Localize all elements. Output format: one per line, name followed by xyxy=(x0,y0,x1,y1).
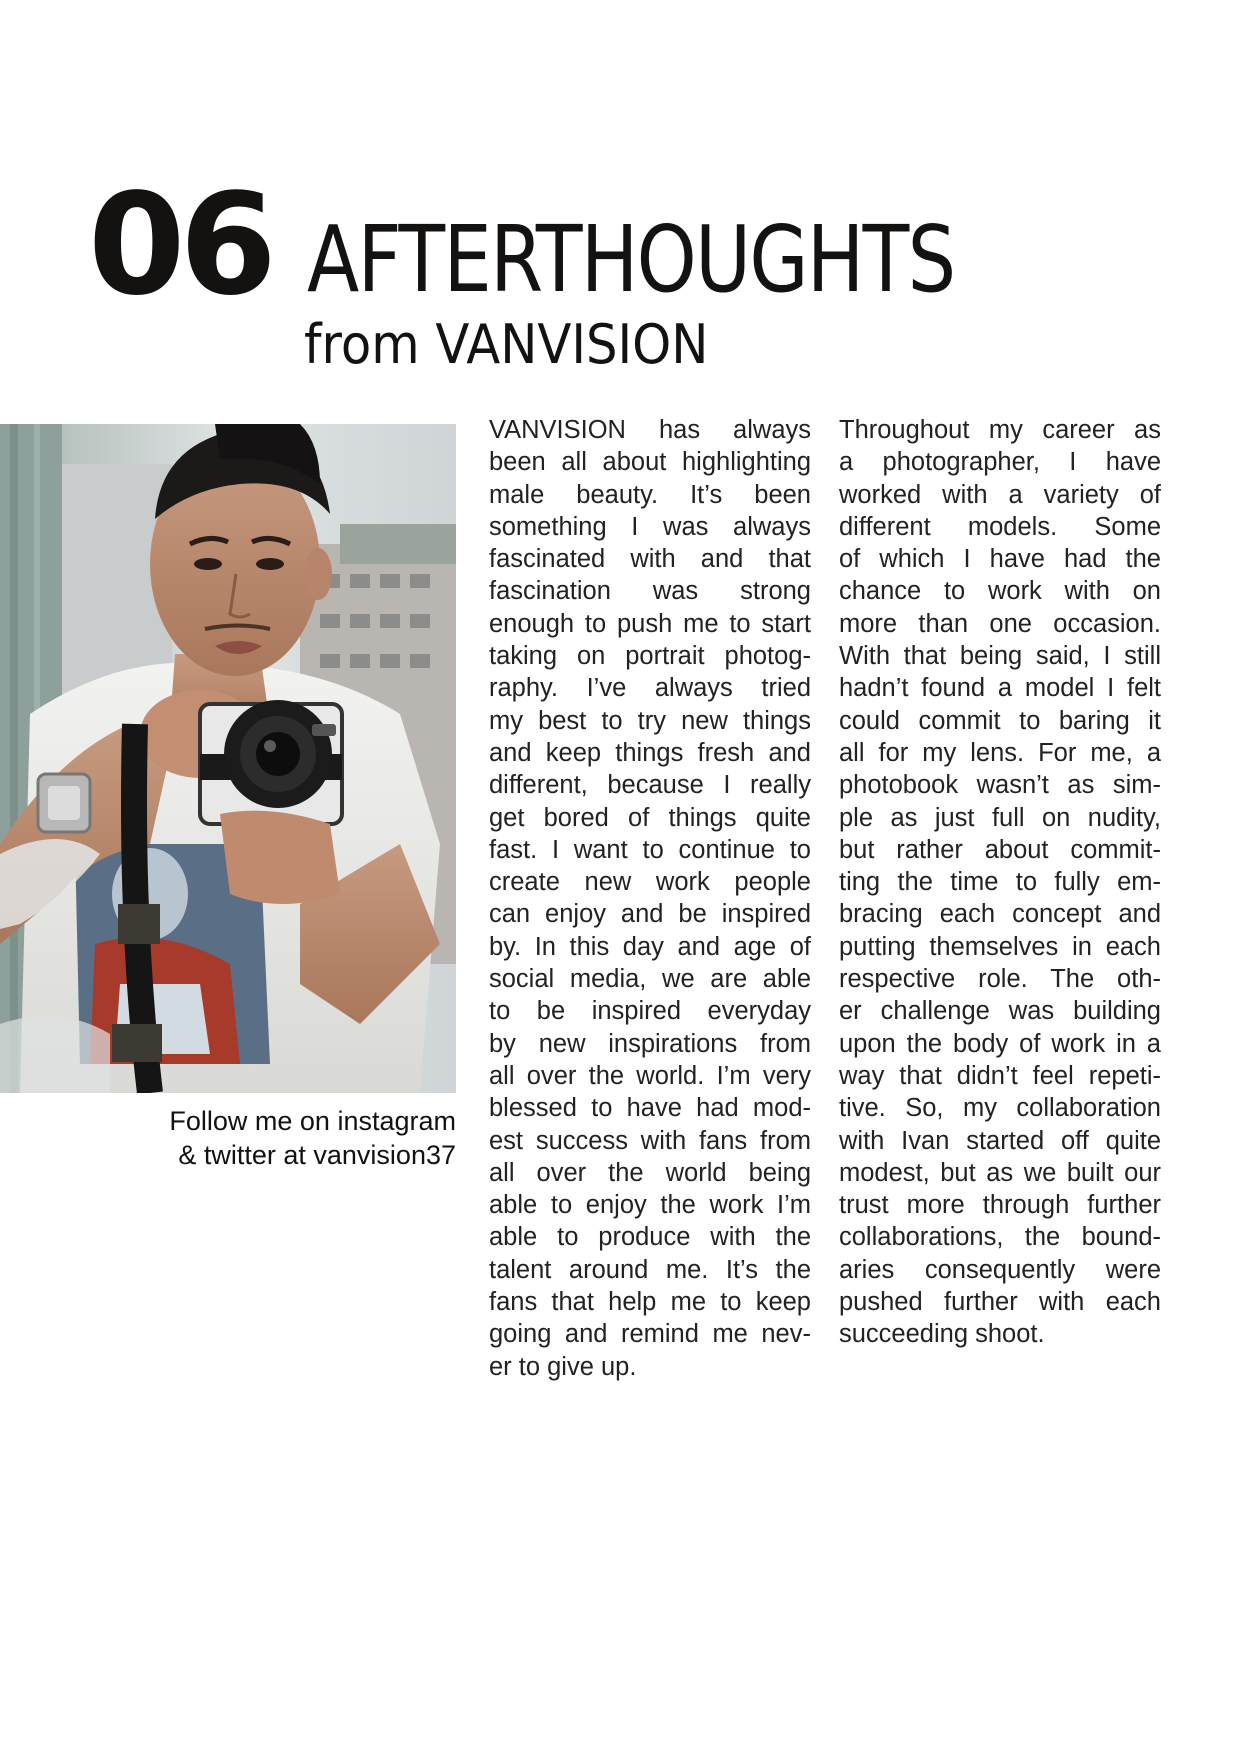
text-line: collaborations, the bound- xyxy=(839,1223,1161,1252)
text-line: social media, we are able xyxy=(489,965,811,994)
text-line: ting the time to fully em- xyxy=(839,868,1161,897)
social-caption xyxy=(120,1104,456,1172)
text-line: chance to work with on xyxy=(839,577,1161,606)
text-line: get bored of things quite xyxy=(489,803,811,832)
text-line: respective role. The oth- xyxy=(839,965,1161,994)
text-line: trust more through further xyxy=(839,1191,1161,1220)
chapter-subtitle: from VANVISION xyxy=(304,313,709,376)
caption-line-1: Follow me on instagram xyxy=(169,1106,456,1136)
text-line: modest, but as we built our xyxy=(839,1158,1161,1187)
chapter-number: 06 xyxy=(88,164,271,327)
text-line: photobook wasn’t as sim- xyxy=(839,771,1161,800)
text-line: of which I have had the xyxy=(839,545,1161,574)
text-column-left xyxy=(489,414,811,1383)
text-line: bracing each concept and xyxy=(839,900,1161,929)
portrait-photo xyxy=(0,424,456,1093)
text-line: different, because I really xyxy=(489,771,811,800)
text-line: a photographer, I have xyxy=(839,448,1161,477)
text-line: by new inspirations from xyxy=(489,1029,811,1058)
text-line: could commit to baring it xyxy=(839,706,1161,735)
text-line: est success with fans from xyxy=(489,1126,811,1155)
text-line: something I was always xyxy=(489,512,811,541)
text-line: VANVISION has always xyxy=(489,416,811,444)
text-line: all over the world being xyxy=(489,1158,811,1187)
text-line: er challenge was building xyxy=(839,997,1161,1026)
text-line: hadn’t found a model I felt xyxy=(839,674,1161,703)
text-line: been all about highlighting xyxy=(489,448,811,477)
text-line: way that didn’t feel repeti- xyxy=(839,1061,1161,1090)
text-line: taking on portrait photog- xyxy=(489,642,811,671)
text-line: fascinated with and that xyxy=(489,545,811,574)
text-line: er to give up. xyxy=(489,1352,637,1381)
text-line: more than one occasion. xyxy=(839,609,1161,638)
text-line: blessed to have had mod- xyxy=(489,1094,811,1123)
text-line: fast. I want to continue to xyxy=(489,835,811,864)
text-line: my best to try new things xyxy=(489,706,811,735)
text-line: male beauty. It’s been xyxy=(489,480,811,509)
text-line: all for my lens. For me, a xyxy=(839,738,1161,767)
text-line: to be inspired everyday xyxy=(489,997,811,1026)
text-line: worked with a variety of xyxy=(839,480,1161,509)
text-line: upon the body of work in a xyxy=(839,1029,1161,1058)
text-line: talent around me. It’s the xyxy=(489,1255,811,1284)
text-line: by. In this day and age of xyxy=(489,932,811,961)
text-line: create new work people xyxy=(489,868,811,897)
text-line: going and remind me nev- xyxy=(489,1320,811,1349)
caption-line-2: & twitter at vanvision37 xyxy=(178,1140,456,1170)
text-line: all over the world. I’m very xyxy=(489,1061,811,1090)
text-line: but rather about commit- xyxy=(839,835,1161,864)
text-line: different models. Some xyxy=(839,512,1161,541)
text-line: pushed further with each xyxy=(839,1288,1161,1317)
text-line: with Ivan started off quite xyxy=(839,1126,1161,1155)
text-column-right xyxy=(839,414,1161,1351)
text-line: fascination was strong xyxy=(489,577,811,606)
text-line: succeeding shoot. xyxy=(839,1320,1045,1349)
text-line: tive. So, my collaboration xyxy=(839,1094,1161,1123)
text-line: enough to push me to start xyxy=(489,609,811,638)
text-line: ple as just full on nudity, xyxy=(839,803,1161,832)
text-line: Throughout my career as xyxy=(839,416,1161,444)
text-line: putting themselves in each xyxy=(839,932,1161,961)
text-line: aries consequently were xyxy=(839,1255,1161,1284)
text-line: With that being said, I still xyxy=(839,642,1161,671)
text-line: fans that help me to keep xyxy=(489,1288,811,1317)
text-line: able to enjoy the work I’m xyxy=(489,1191,811,1220)
chapter-title: AFTERTHOUGHTS xyxy=(307,206,955,313)
text-line: and keep things fresh and xyxy=(489,738,811,767)
text-line: able to produce with the xyxy=(489,1223,811,1252)
text-line: can enjoy and be inspired xyxy=(489,900,811,929)
text-line: raphy. I’ve always tried xyxy=(489,674,811,703)
